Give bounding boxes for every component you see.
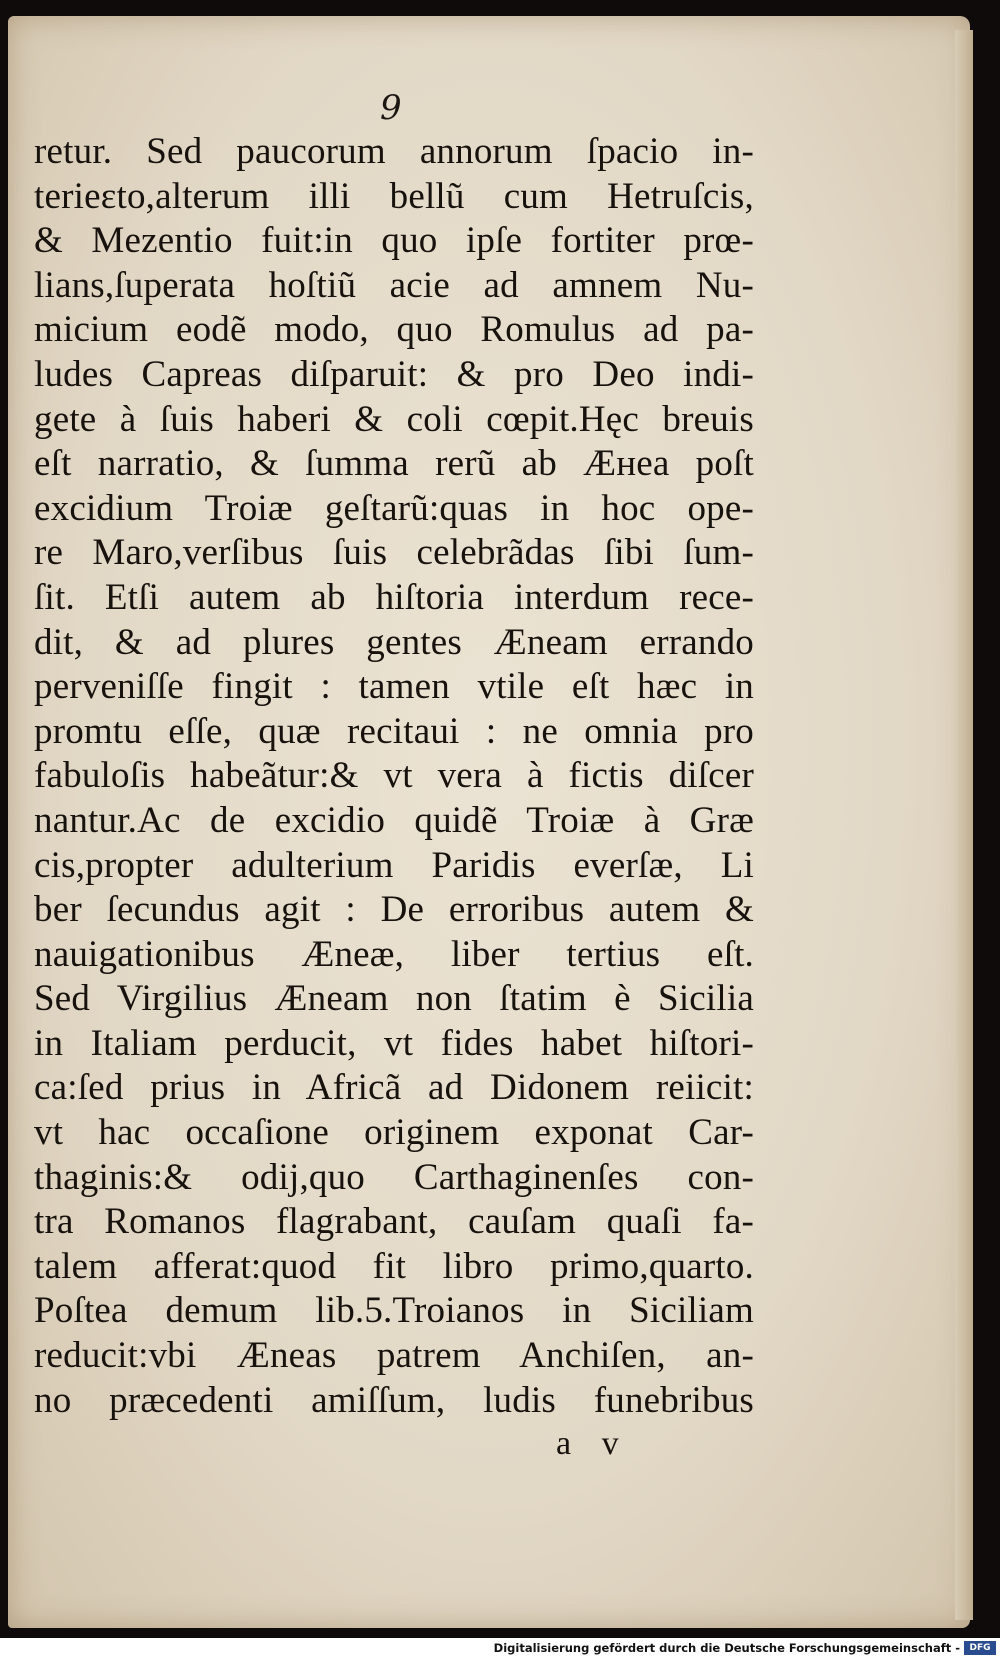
- text-line: cis,propter adulterium Paridis everſæ, Li: [34, 844, 754, 886]
- text-line: perveniſſe fingit : tamen vtile eſt hæc in: [34, 666, 754, 708]
- text-line: Poſtea demum lib.5.Troianos in Siciliam: [34, 1290, 754, 1332]
- text-line: nauigationibus Æneæ, liber tertius eſt.: [34, 933, 754, 975]
- text-line: no præcedenti amiſſum, ludis funebribus: [34, 1379, 754, 1421]
- text-line: vt hac occaſione originem exponat Car-: [34, 1112, 754, 1154]
- text-line: dit, & ad plures gentes Æneam errando: [34, 621, 754, 663]
- text-line: eſt narratio, & ſumma rerũ ab Æнea poſt: [34, 443, 754, 485]
- text-line: retur. Sed paucorum annorum ſpacio in-: [34, 131, 754, 172]
- page-edge: [955, 30, 973, 1620]
- text-line: fabuloſis habeãtur:& vt vera à fictis diſcer: [34, 755, 754, 797]
- text-line: ber ſecundus agit : De erroribus autem &: [34, 889, 754, 931]
- text-line: ſit. Etſi autem ab hiſtoria interdum rece-: [34, 576, 754, 618]
- text-line: promtu eſſe, quæ recitaui : ne omnia pro: [34, 710, 754, 752]
- text-line: talem afferat:quod fit libro primo,quarto.: [34, 1245, 754, 1287]
- text-line: gete à ſuis haberi & coli cœpit.Hęc breuis: [34, 398, 754, 440]
- text-line: in Italiam perducit, vt fides habet hiſtori-: [34, 1022, 754, 1064]
- text-line: terieɛto,alterum illi bellũ cum Hetruſcis,: [34, 175, 754, 217]
- signature-mark: a v: [556, 1425, 619, 1462]
- text-line: & Mezentio fuit:in quo ipſe fortiter prœ-: [34, 220, 754, 262]
- text-line: nantur.Ac de excidio quidẽ Troiæ à Græ: [34, 799, 754, 841]
- dfg-logo: DFG: [964, 1641, 996, 1655]
- text-line: ludes Capreas diſparuit: & pro Deo indi-: [34, 353, 754, 395]
- text-line: Sed Virgilius Æneam non ſtatim è Sicilia: [34, 978, 754, 1020]
- text-line: reducit:vbi Æneas patrem Anchiſen, an-: [34, 1335, 754, 1377]
- footer-bar: [0, 1638, 1000, 1658]
- body-text: [34, 130, 754, 1423]
- page-number: 9: [380, 88, 402, 128]
- text-line: tra Romanos flagrabant, cauſam quaſi fa-: [34, 1201, 754, 1243]
- footer-credit: Digitalisierung gefördert durch die Deutsche Forschungsgemeinschaft -: [493, 1641, 960, 1655]
- text-line: re Maro,verſibus ſuis celebrãdas ſibi ſum-: [34, 532, 754, 574]
- text-line: thaginis:& odij,quo Carthaginenſes con-: [34, 1156, 754, 1198]
- text-line: ca:ſed prius in Africã ad Didonem reiicit:: [34, 1067, 754, 1109]
- text-line: excidium Troiæ geſtarũ:quas in hoc ope-: [34, 487, 754, 529]
- text-line: lians,ſuperata hoſtiũ acie ad amnem Nu-: [34, 264, 754, 306]
- text-line: micium eodẽ modo, quo Romulus ad pa-: [34, 309, 754, 351]
